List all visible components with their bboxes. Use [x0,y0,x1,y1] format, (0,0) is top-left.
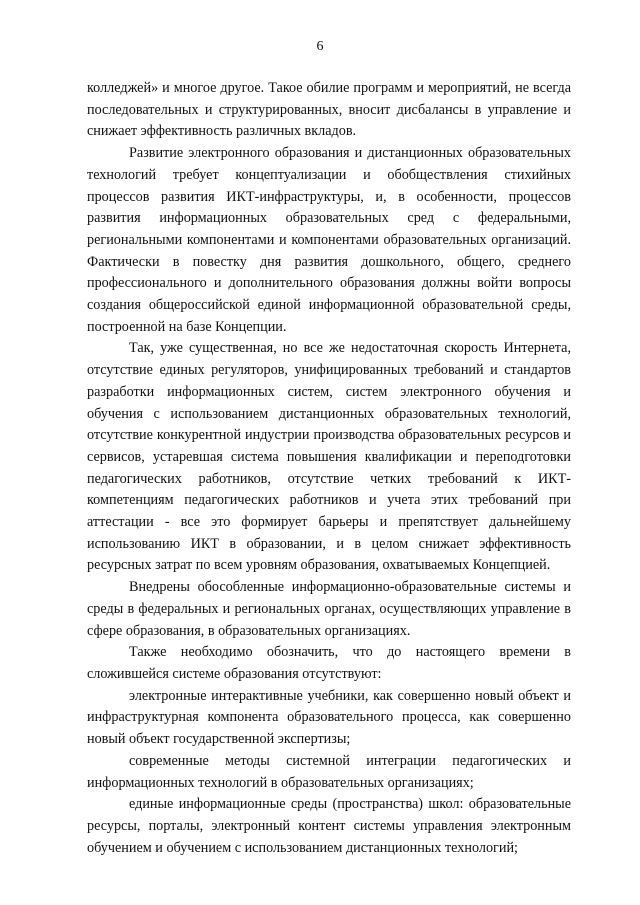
page-number: 6 [316,39,324,54]
paragraph-barriers: Так, уже существенная, но все же недостаточная скорость Интернета, отсутствие единых регуляторов, унифицированных требований и стандартов разработки информационных систем, систем электронного обучения и обучения с использованием дистанционных образовательных технологий, отсутствие конкурентной индустрии производства образовательных ресурсов и сервисов, устаревшая система повышения квалификации и переподготовки педагогических работников, отсутствие четких требований к ИКТ-компетенциям педагогических работников и учета этих требований при аттестации - все это формирует барьеры и препятствует дальнейшему использованию ИКТ в образовании, и в целом снижает эффективность ресурсных затрат по всем уровням образования, охватываемых Концепцией. [87,340,571,574]
document-body [87,78,571,859]
list-item-methods: современные методы системной интеграции педагогических и информационных технологий в образовательных организациях; [87,752,571,791]
paragraph-isolated-systems: Внедрены обособленные информационно-образовательные системы и среды в федеральных и региональных органах, осуществляющих управление в сфере образования, в образовательных организациях. [87,579,571,639]
paragraph-e-education: Развитие электронного образования и дистанционных образовательных технологий требует концептуализации и обобществления стихийных процессов развития ИКТ-инфраструктуры, и, в особенности, процессов развития информационных образовательных сред с федеральными, региональными компонентами и компонентами образовательных организаций. Фактически в повестку дня развития дошкольного, общего, среднего профессионального и дополнительного образования должны войти вопросы создания общероссийской единой информационной образовательной среды, построенной на базе Концепции. [87,145,571,335]
list-item-textbooks: электронные интерактивные учебники, как совершенно новый объект и инфраструктурная компонента образовательного процесса, как совершенно новый объект государственной экспертизы; [87,687,571,748]
list-item-school-environments: единые информационные среды (пространства) школ: образовательные ресурсы, порталы, электронный контент системы управления электронным обучением и обучением с использованием дистанционных технологий; [87,796,571,856]
paragraph-missing-intro: Также необходимо обозначить, что до настоящего времени в сложившейся системе образования отсутствуют: [87,644,571,682]
paragraph-continuation: колледжей» и многое другое. Такое обилие программ и мероприятий, не всегда последовательных и структурированных, вносит дисбалансы в управление и снижает эффективность различных вкладов. [87,80,571,140]
